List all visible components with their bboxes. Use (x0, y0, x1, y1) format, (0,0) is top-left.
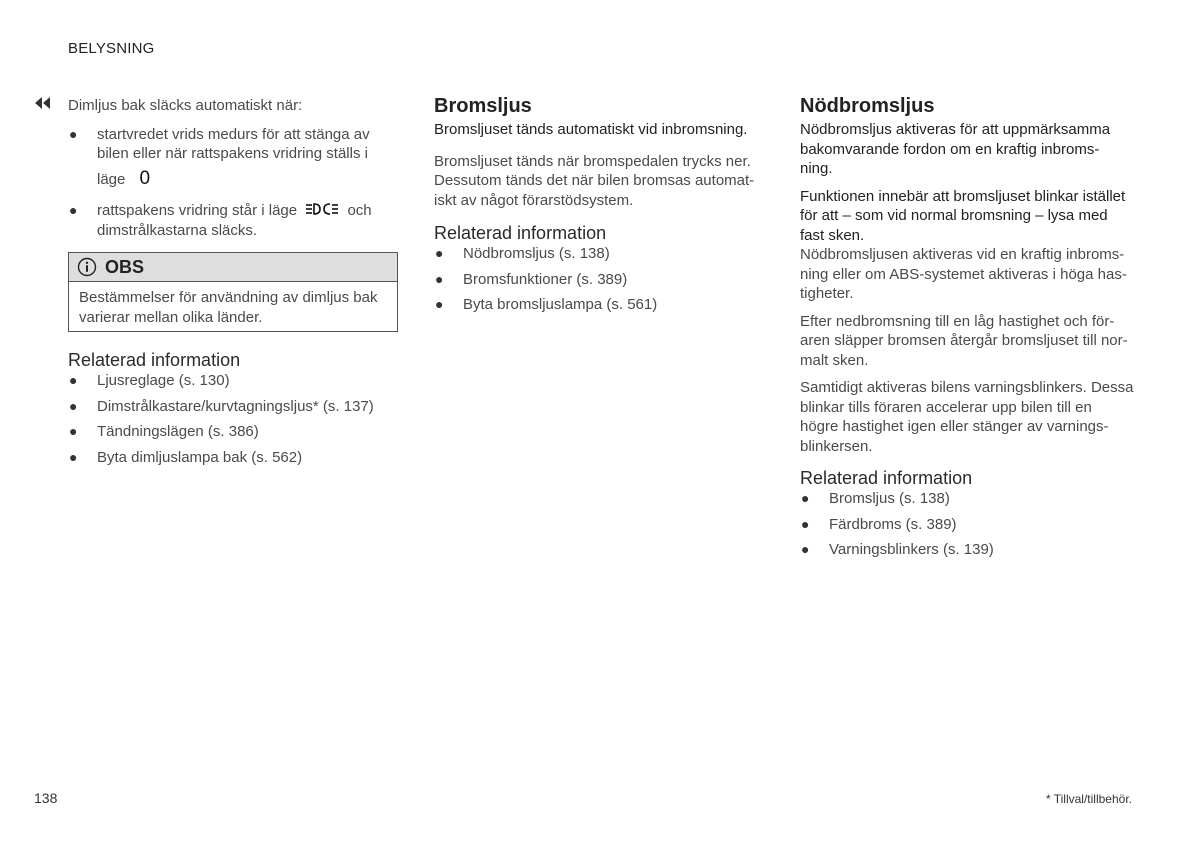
bullet-icon: ● (69, 125, 78, 142)
paragraph-line: iskt av något förarstödsystem. (434, 191, 634, 209)
column-2 (434, 94, 764, 315)
paragraph-line: blinkersen. (800, 437, 873, 455)
position-zero-symbol: 0 (139, 167, 151, 189)
related-heading: Relaterad information (68, 350, 241, 370)
related-list (68, 371, 403, 467)
related-link[interactable] (68, 422, 403, 442)
related-link-text: Nödbromsljus (s. 138) (463, 245, 610, 262)
obs-text: varierar mellan olika länder. (79, 308, 263, 326)
related-link[interactable] (800, 489, 1135, 509)
paragraph (800, 245, 1135, 304)
list-item-text: rattspakens vridring står i läge (97, 202, 298, 219)
paragraph-line: Efter nedbromsning till en låg hastighet och för- (800, 312, 1115, 330)
nodbromsljus-lead (800, 120, 1135, 179)
paragraph-line: Funktionen innebär att bromsljuset blinkar istället (800, 187, 1126, 205)
paragraph-line: Samtidigt aktiveras bilens varningsblinkers. Dessa (800, 379, 1134, 396)
related-link-text: Ljusreglage (s. 130) (97, 372, 230, 389)
related-link-text: Färdbroms (s. 389) (829, 515, 957, 533)
obs-note-box (68, 252, 398, 332)
obs-body (69, 282, 397, 333)
related-link[interactable] (800, 540, 1135, 560)
bullet-icon: ● (435, 245, 444, 261)
paragraph-line: ning. (800, 160, 833, 177)
conditions-list (68, 125, 403, 241)
paragraph-line: blinkar tills föraren accelerar upp bilen till en (800, 398, 1092, 416)
paragraph-line: malt sken. (800, 351, 869, 369)
column-3 (800, 94, 1135, 560)
related-link-text: Tändningslägen (s. 386) (97, 423, 259, 440)
bromsljus-title: Bromsljus (434, 95, 532, 117)
paragraph (800, 312, 1135, 371)
nodbromsljus-title: Nödbromsljus (800, 95, 935, 117)
related-link-text: Dimstrålkastare/kurvtagningsljus* (s. 137) (97, 397, 374, 415)
list-item-text: startvredet vrids medurs för att stänga av (97, 125, 370, 143)
paragraph-line: Nödbromsljus aktiveras för att uppmärksamma (800, 121, 1111, 138)
related-link-text: Byta dimljuslampa bak (s. 562) (97, 448, 303, 466)
related-heading: Relaterad information (800, 468, 973, 488)
paragraph-line: fast sken. (800, 226, 865, 244)
paragraph-line: för att – som vid normal bromsning – lysa med (800, 207, 1108, 224)
related-link[interactable] (68, 397, 403, 417)
related-link-text: Varningsblinkers (s. 139) (829, 541, 994, 558)
column-1 (68, 94, 403, 240)
headlight-icon (305, 202, 339, 216)
footnote: * Tillval/tillbehör. (1045, 792, 1132, 806)
list-item (68, 201, 403, 240)
bullet-icon: ● (69, 448, 78, 465)
bullet-icon: ● (69, 423, 78, 439)
related-list (800, 489, 1135, 560)
paragraph (800, 378, 1135, 456)
paragraph-line: Bromsljuset tänds när bromspedalen trycks ner. (434, 152, 751, 170)
continued-from-previous-icon (34, 96, 52, 110)
section-title: BELYSNING (68, 40, 155, 57)
bullet-icon: ● (69, 372, 78, 388)
list-item-text: och (347, 202, 372, 219)
related-link[interactable] (800, 515, 1135, 535)
list-item (68, 125, 403, 190)
bromsljus-lead: Bromsljuset tänds automatiskt vid inbromsning. (434, 121, 748, 138)
obs-text: Bestämmelser för användning av dimljus bak (79, 289, 378, 306)
obs-title: OBS (105, 256, 145, 277)
info-circle-icon (77, 257, 97, 277)
bullet-icon: ● (435, 270, 444, 287)
bullet-icon: ● (801, 490, 810, 506)
paragraph (800, 187, 1135, 246)
list-item-text: läge (97, 170, 126, 188)
list-item-text: dimstrålkastarna släcks. (97, 221, 258, 239)
paragraph-line: högre hastighet igen eller stänger av varnings- (800, 418, 1109, 435)
related-link[interactable] (68, 448, 403, 468)
page-number: 138 (34, 790, 58, 806)
bullet-icon: ● (801, 541, 810, 557)
obs-header (69, 253, 397, 282)
bullet-icon: ● (69, 202, 78, 218)
paragraph-line: Nödbromsljusen aktiveras vid en kraftig inbroms- (800, 246, 1125, 263)
related-link[interactable] (434, 270, 764, 290)
bullet-icon: ● (435, 296, 444, 312)
list-item-text: bilen eller när rattspakens vridring ställs i (97, 145, 368, 162)
bullet-icon: ● (801, 515, 810, 532)
related-info-col1 (68, 349, 403, 467)
related-link[interactable] (434, 295, 764, 315)
paragraph-line: bakomvarande fordon om en kraftig inbroms- (800, 140, 1100, 158)
bullet-icon: ● (69, 397, 78, 414)
intro-text: Dimljus bak släcks automatiskt när: (68, 97, 303, 114)
bromsljus-paragraph (434, 152, 764, 211)
paragraph-line: Dessutom tänds det när bilen bromsas automat- (434, 172, 755, 189)
paragraph-line: aren släpper bromsen återgår bromsljuset till nor- (800, 332, 1128, 349)
related-link[interactable] (68, 371, 403, 391)
related-heading: Relaterad information (434, 223, 607, 243)
related-link-text: Bromsfunktioner (s. 389) (463, 270, 628, 288)
related-list (434, 244, 764, 315)
related-link-text: Byta bromsljuslampa (s. 561) (463, 296, 658, 313)
related-link[interactable] (434, 244, 764, 264)
paragraph-line: tigheter. (800, 285, 854, 302)
related-link-text: Bromsljus (s. 138) (829, 490, 950, 507)
paragraph-line: ning eller om ABS-systemet aktiveras i höga has- (800, 265, 1127, 283)
